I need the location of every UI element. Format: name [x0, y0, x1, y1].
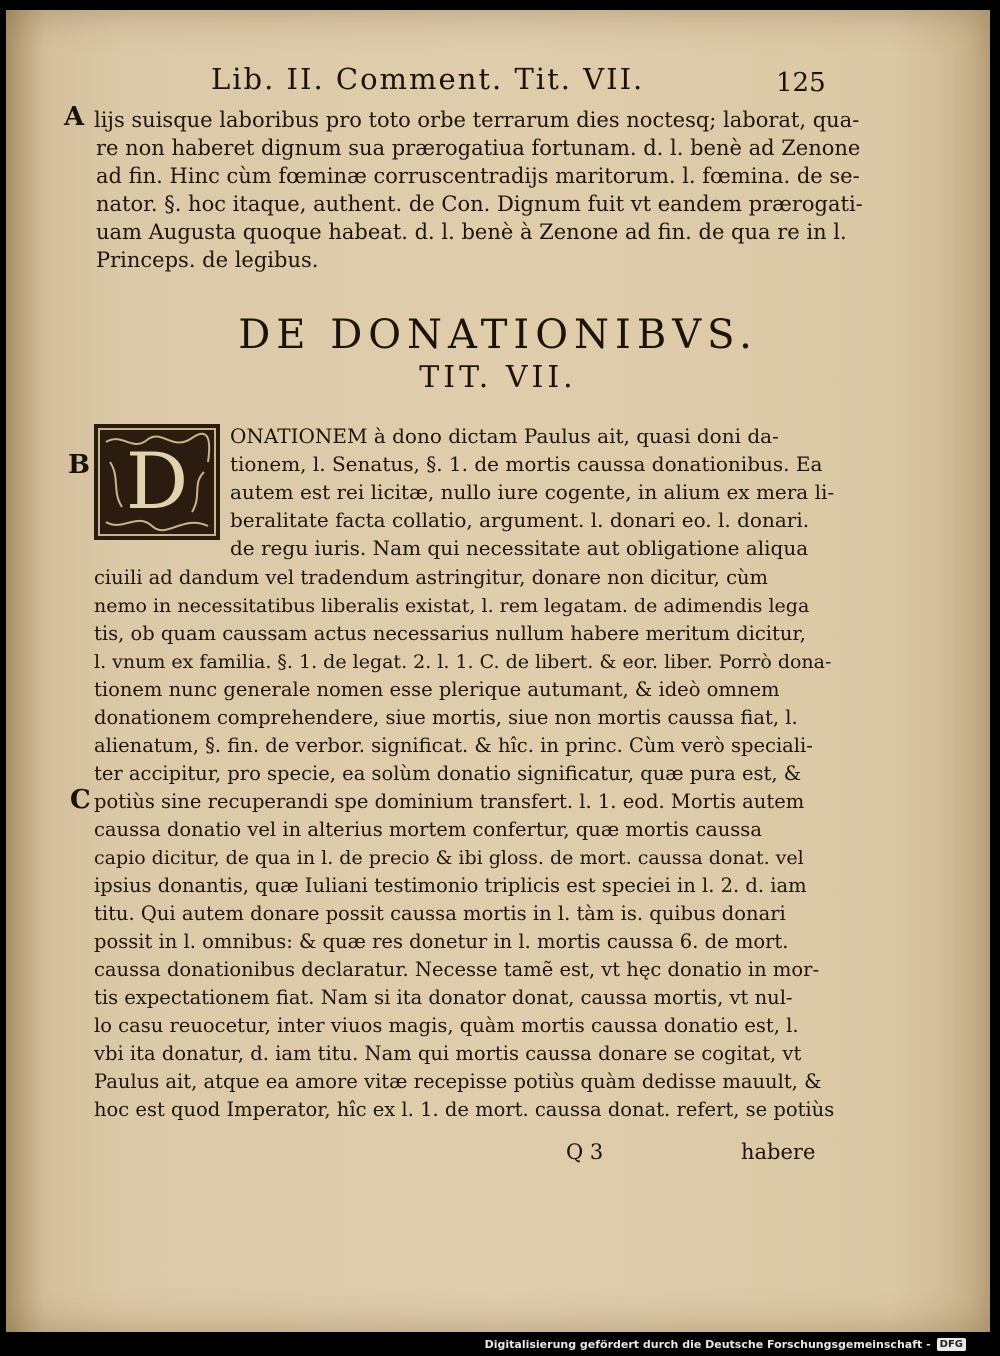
text-line: lijs suisque laboribus pro toto orbe terrarum dies noctesq; laborat, qua- — [94, 108, 860, 132]
text-line: caussa donatio vel in alterius mortem confertur, quæ mortis caussa — [94, 818, 762, 841]
text-line: capio dicitur, de qua in l. de precio & ibi gloss. de mort. caussa donat. vel — [94, 847, 804, 869]
text-line: beralitate facta collatio, argument. l. donari eo. l. donari. — [230, 508, 810, 532]
text-line: caussa donationibus declaratur. Necesse tamẽ est, vt hęc donatio in mor- — [94, 958, 820, 981]
text-line: possit in l. omnibus: & quæ res donetur in l. mortis caussa 6. de mort. — [94, 930, 789, 953]
text-line: uam Augusta quoque habeat. d. l. benè à Zenone ad fin. de qua re in l. — [96, 220, 847, 244]
text-line: autem est rei licitæ, nullo iure cogente, in alium ex mera li- — [230, 480, 835, 504]
book-page — [6, 10, 990, 1332]
digitization-credit — [485, 1338, 966, 1351]
text-line: alienatum, §. fin. de verbor. significat. & hîc. in princ. Cùm verò speciali- — [94, 734, 813, 757]
text-line: ipsius donantis, quæ Iuliani testimonio triplicis est speciei in l. 2. d. iam — [94, 874, 807, 897]
running-head: Lib. II. Comment. Tit. VII. — [211, 62, 645, 96]
section-title: DE DONATIONIBVS. — [238, 312, 758, 358]
text-line: lo casu reuocetur, inter viuos magis, quàm mortis caussa donatio est, l. — [94, 1014, 799, 1037]
section-subtitle: TIT. VII. — [419, 360, 577, 395]
margin-letter-c: C — [70, 785, 91, 815]
text-line: donationem comprehendere, siue mortis, siue non mortis caussa fiat, l. — [94, 706, 798, 729]
text-line: ONATIONEM à dono dictam Paulus ait, quasi doni da- — [230, 424, 779, 448]
decorated-initial-frame — [92, 422, 222, 542]
text-line: tis, ob quam caussam actus necessarius nullum habere meritum dicitur, — [94, 622, 806, 645]
text-line: ter accipitur, pro specie, ea solùm donatio significatur, quæ pura est, & — [94, 762, 802, 785]
margin-letter-b: B — [68, 450, 90, 480]
text-line: Princeps. de legibus. — [96, 248, 319, 272]
text-line: de regu iuris. Nam qui necessitate aut obligatione aliqua — [230, 536, 809, 560]
dfg-logo: DFG — [937, 1338, 966, 1351]
text-line: ciuili ad dandum vel tradendum astringitur, donare non dicitur, cùm — [94, 566, 769, 589]
text-line: re non haberet dignum sua prærogatiua fortunam. d. l. benè ad Zenone — [96, 136, 861, 160]
credit-text: Digitalisierung gefördert durch die Deutsche Forschungsgemeinschaft - — [484, 1338, 931, 1351]
margin-letter-a: A — [64, 102, 85, 132]
text-line: ad fin. Hinc cùm fœminæ corruscentradijs maritorum. l. fœmina. de se- — [96, 164, 860, 188]
text-line: nator. §. hoc itaque, authent. de Con. Dignum fuit vt eandem prærogati- — [96, 192, 863, 216]
decorated-initial — [92, 422, 222, 542]
signature-mark: Q 3 — [566, 1140, 604, 1164]
text-line: vbi ita donatur, d. iam titu. Nam qui mortis caussa donare se cogitat, vt — [94, 1042, 802, 1065]
initial-letter: D — [125, 437, 189, 527]
text-line: nemo in necessitatibus liberalis existat, l. rem legatam. de adimendis lega — [94, 595, 810, 617]
text-line: l. vnum ex familia. §. 1. de legat. 2. l. 1. C. de libert. & eor. liber. Porrò dona- — [94, 651, 832, 673]
text-line: Paulus ait, atque ea amore vitæ recepisse potiùs quàm dedisse mauult, & — [94, 1070, 822, 1093]
text-line: titu. Qui autem donare possit caussa mortis in l. tàm is. quibus donari — [94, 902, 786, 925]
text-line: hoc est quod Imperator, hîc ex l. 1. de mort. caussa donat. refert, se potiùs — [94, 1098, 835, 1121]
text-line: tis expectationem fiat. Nam si ita donator donat, caussa mortis, vt nul- — [94, 986, 793, 1009]
catchword: habere — [741, 1140, 816, 1164]
page-number: 125 — [776, 68, 826, 98]
text-line: tionem nunc generale nomen esse plerique autumant, & ideò omnem — [94, 678, 780, 701]
text-line: tionem, l. Senatus, §. 1. de mortis caussa donationibus. Ea — [230, 452, 823, 476]
text-line: potiùs sine recuperandi spe dominium transfert. l. 1. eod. Mortis autem — [94, 790, 805, 813]
